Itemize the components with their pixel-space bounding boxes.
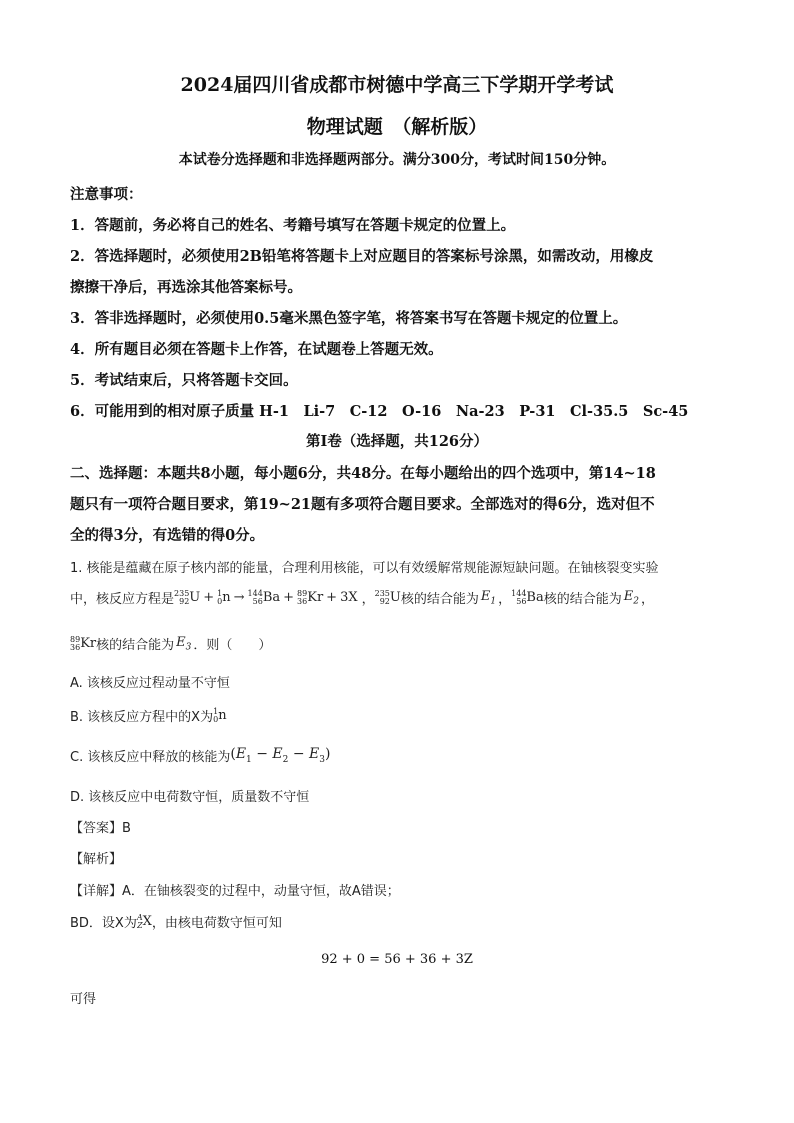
answer-value: B	[122, 821, 131, 836]
analysis-detail-bd: BD．设X为 A Z X ，由核电荷数守恒可知	[70, 912, 282, 931]
note-item-1: 1．答题前，务必将自己的姓名、考籍号填写在答题卡规定的位置上。	[70, 217, 516, 234]
section-instructions-2: 题只有一项符合题目要求，第19~21题有多项符合题目要求。全部选对的得6分，选对但不	[70, 496, 655, 513]
question-1-line-2: 中，核反应方程是 235 92 U + 1 0 n → 144 56 Ba + 89 36 Kr + 3X ， 235 92 U 核的结合能为 $E_1$ ， 144 56 Ba 核的结合能为 $E_2$ ，	[70, 588, 654, 607]
note-item-2-cont: 擦擦干净后，再选涂其他答案标号。	[70, 279, 302, 296]
option-a: A. 该核反应过程动量不守恒	[70, 676, 230, 691]
exam-intro: 本试卷分选择题和非选择题两部分。满分300分，考试时间150分钟。	[178, 152, 616, 168]
question-1-line-2-prefix: 中，核反应方程是	[70, 592, 175, 607]
analysis-label: 【解析】	[70, 852, 123, 867]
note-item-3: 3．答非选择题时，必须使用0.5毫米黑色签字笔，将答案书写在答题卡规定的位置上。	[70, 310, 628, 327]
charge-conservation-equation: 92 + 0 = 56 + 36 + 3Z	[321, 952, 473, 967]
section-instructions-3: 全的得3分，有选错的得0分。	[70, 527, 265, 544]
binding-energy-e1: $E_1$	[480, 588, 497, 607]
document-subtitle: 物理试题 （解析版）	[306, 116, 488, 138]
binding-energy-e3: $E_3$	[176, 634, 192, 653]
neutron-symbol: 1 0 n	[213, 706, 227, 724]
answer-row	[70, 817, 131, 836]
option-d: D. 该核反应中电荷数守恒，质量数不守恒	[70, 790, 310, 805]
released-energy-expression: $(E_1 - E_2 - E_3)$	[230, 746, 331, 765]
note-item-2: 2．答选择题时，必须使用2B铅笔将答题卡上对应题目的答案标号涂黑，如需改动，用橡皮	[70, 248, 654, 265]
analysis-next: 可得	[70, 992, 97, 1007]
analysis-detail-a: 【详解】A．在铀核裂变的过程中，动量守恒，故A错误；	[70, 884, 400, 899]
note-item-4: 4．所有题目必须在答题卡上作答，在试题卷上答题无效。	[70, 341, 443, 358]
note-item-5: 5．考试结束后，只将答题卡交回。	[70, 372, 298, 389]
barium-nucleus: 144 56 Ba	[511, 588, 544, 606]
option-b: B. 该核反应方程中的X为 1 0 n	[70, 706, 227, 725]
answer-label: 【答案】	[70, 821, 123, 836]
option-c: C. 该核反应中释放的核能为 $(E_1 - E_2 - E_3)$	[70, 746, 331, 765]
section-title: 第Ⅰ卷（选择题，共126分）	[305, 433, 489, 450]
unknown-particle-x: A Z X	[136, 912, 152, 930]
binding-energy-e2: $E_2$	[623, 588, 639, 607]
krypton-nucleus: 89 36 Kr	[70, 634, 97, 652]
notes-heading: 注意事项：	[70, 186, 143, 203]
uranium-nucleus: 235 92 U	[374, 588, 401, 606]
note-item-6: 6．可能用到的相对原子质量 H-1 Li-7 C-12 O-16 Na-23 P-31 Cl-35.5 Sc-45	[70, 403, 689, 420]
question-1-line-1: 1. 核能是蕴藏在原子核内部的能量，合理利用核能，可以有效缓解常规能源短缺问题。在铀核裂变实验	[70, 561, 659, 576]
question-1-line-3: 89 36 Kr 核的结合能为 $E_3$ ．则（ ）	[70, 634, 272, 653]
section-instructions-1: 二、选择题：本题共8小题，每小题6分，共48分。在每小题给出的四个选项中，第14~18	[70, 465, 656, 482]
nuclear-reaction-equation: 235 92 U + 1 0 n → 144 56 Ba + 89 36 Kr + 3X	[174, 588, 358, 606]
document-title: 2024届四川省成都市树德中学高三下学期开学考试	[180, 74, 614, 96]
